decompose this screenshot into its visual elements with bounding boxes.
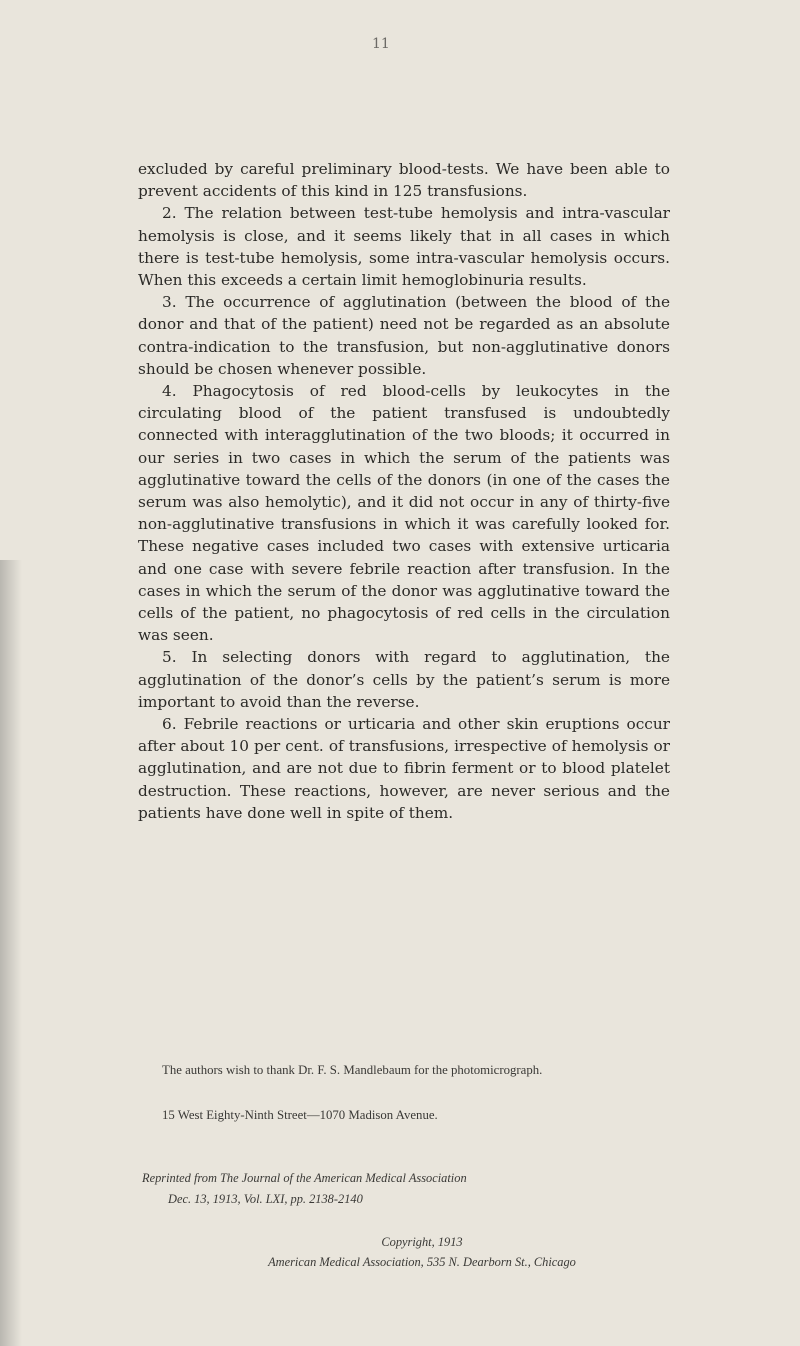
body-text [138, 158, 670, 824]
copyright-notice [142, 1232, 702, 1272]
copyright-holder: American Medical Association, 535 N. Dearborn St., Chicago [268, 1255, 576, 1269]
reprint-notice [142, 1168, 702, 1210]
paragraph-point-3: 3. The occurrence of agglutination (between the blood of the donor and that of the patient) need not be regarded as an absolute contra-indication to the transfusion, but non-agglutinative donors should be chosen whenever possible. [138, 293, 670, 378]
paragraph-point-4: 4. Phagocytosis of red blood-cells by leukocytes in the circulating blood of the patient transfused is undoubtedly connected with interagglutination of the two bloods; it occurred in our series in two cases in which the serum of the patients was agglutinative toward the cells of the donors (in one of the cases the serum was also hemolytic), and it did not occur in any of thirty-five non-agglutinative transfusions in which it was carefully looked for. These negative cases included two cases with extensive urticaria and one case with severe febrile reaction after transfusion. In the cases in which the serum of the donor was agglutinative toward the cells of the patient, no phagocytosis of red cells in the circulation was seen. [138, 382, 670, 645]
page-number: 11 [372, 36, 390, 52]
paragraph-point-6: 6. Febrile reactions or urticaria and other skin eruptions occur after about 10 per cent. of transfusions, irrespective of hemolysis or agglutination, and are not due to fibrin ferment or to blood platelet destruction. These reactions, however, are never serious and the patients have done well in spite of them. [138, 715, 670, 822]
reprint-citation-line: Dec. 13, 1913, Vol. LXI, pp. 2138-2140 [168, 1192, 363, 1206]
paragraph-point-2: 2. The relation between test-tube hemolysis and intra-vascular hemolysis is close, and it seems likely that in all cases in which there is test-tube hemolysis, some intra-vascular hemolysis occurs. When this exceeds a certain limit hemoglobinuria results. [138, 204, 670, 290]
paragraph-point-5: 5. In selecting donors with regard to agglutination, the agglutination of the donor’s cells by the patient’s serum is more important to avoid than the reverse. [138, 648, 670, 711]
acknowledgment [138, 1060, 670, 1080]
acknowledgment-text: The authors wish to thank Dr. F. S. Mandlebaum for the photomicrograph. [162, 1063, 543, 1077]
author-address: 15 West Eighty-Ninth Street—1070 Madison Avenue. [162, 1108, 438, 1122]
page-edge-shadow [0, 560, 22, 1346]
reprint-source-line: Reprinted from The Journal of the American Medical Association [142, 1171, 467, 1185]
copyright-year: Copyright, 1913 [381, 1235, 463, 1249]
paragraph-continuation: excluded by careful preliminary blood-tests. We have been able to prevent accidents of this kind in 125 transfusions. [138, 160, 670, 201]
